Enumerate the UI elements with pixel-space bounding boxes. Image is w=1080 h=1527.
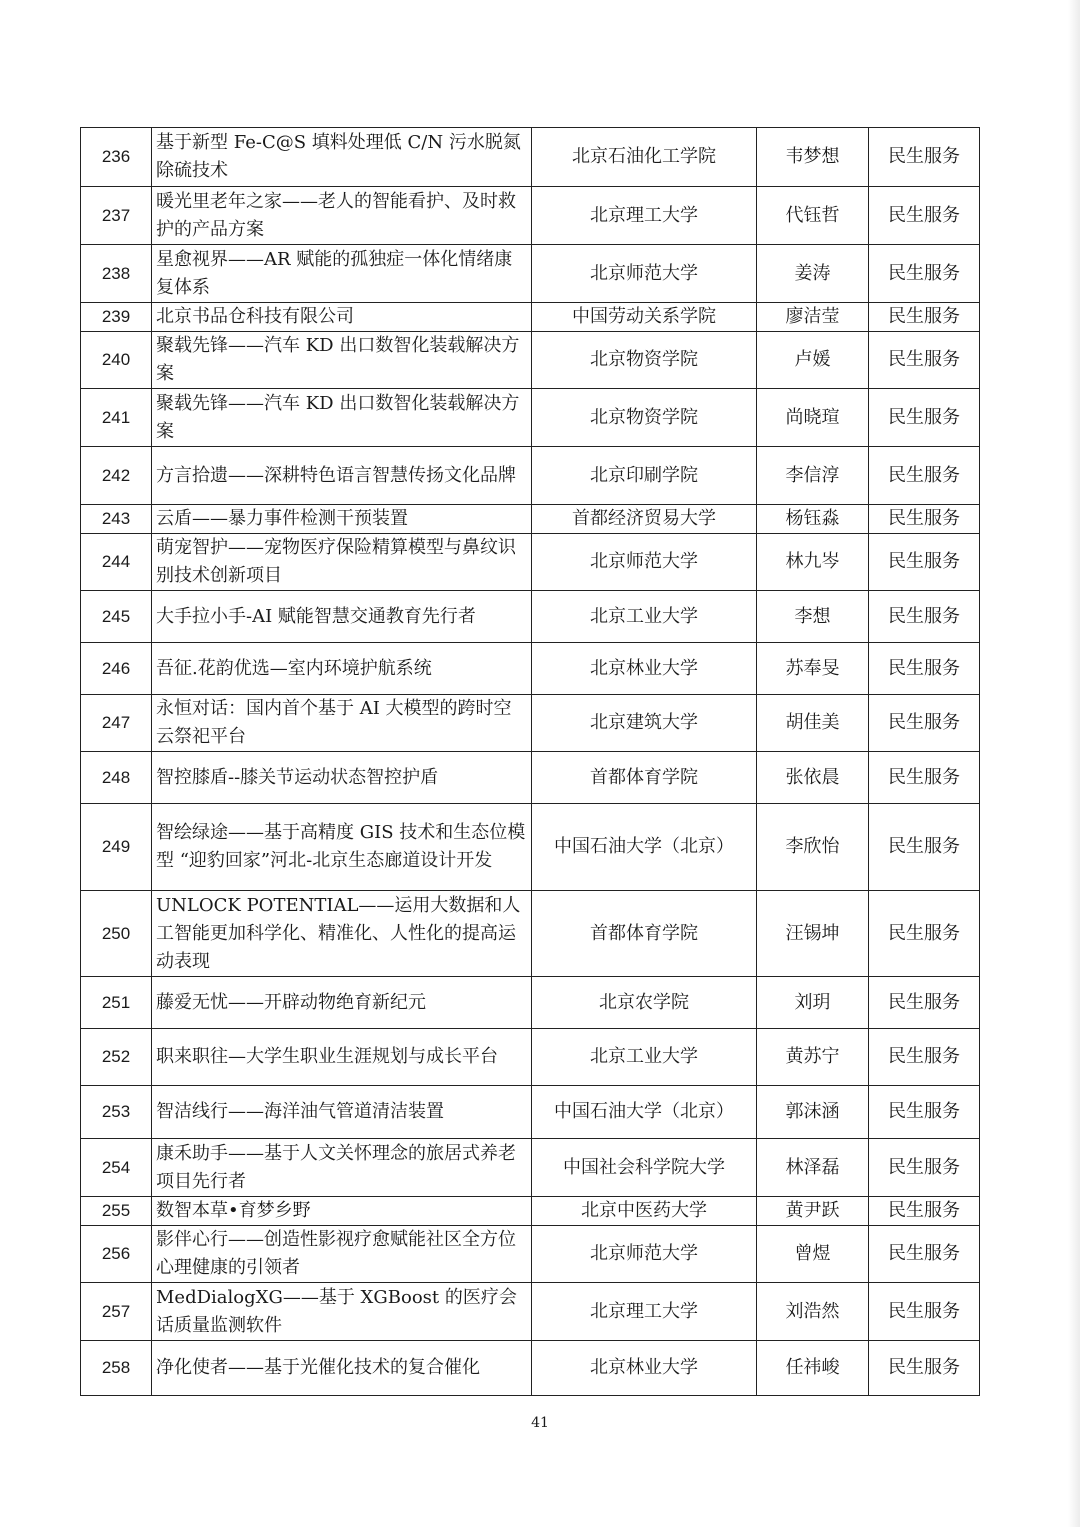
category: 民生服务 bbox=[869, 643, 980, 695]
category: 民生服务 bbox=[869, 1197, 980, 1226]
table-row bbox=[81, 332, 980, 389]
category: 民生服务 bbox=[869, 591, 980, 643]
project-name: 吾征.花韵优选—室内环境护航系统 bbox=[152, 643, 532, 695]
school-name: 北京工业大学 bbox=[532, 1029, 757, 1086]
row-number: 239 bbox=[81, 303, 152, 332]
school-name: 北京印刷学院 bbox=[532, 447, 757, 505]
row-number: 251 bbox=[81, 977, 152, 1029]
table-row bbox=[81, 128, 980, 187]
category: 民生服务 bbox=[869, 891, 980, 977]
school-name: 首都体育学院 bbox=[532, 891, 757, 977]
table-row bbox=[81, 245, 980, 303]
person-name: 杨钰淼 bbox=[757, 505, 869, 534]
category: 民生服务 bbox=[869, 1139, 980, 1197]
row-number: 241 bbox=[81, 389, 152, 447]
school-name: 北京理工大学 bbox=[532, 187, 757, 245]
category: 民生服务 bbox=[869, 695, 980, 752]
school-name: 北京石油化工学院 bbox=[532, 128, 757, 187]
row-number: 242 bbox=[81, 447, 152, 505]
row-number: 249 bbox=[81, 804, 152, 891]
table-row bbox=[81, 1226, 980, 1283]
category: 民生服务 bbox=[869, 752, 980, 804]
person-name: 黄尹跃 bbox=[757, 1197, 869, 1226]
table-row bbox=[81, 389, 980, 447]
project-name: 北京书品仓科技有限公司 bbox=[152, 303, 532, 332]
school-name: 北京师范大学 bbox=[532, 245, 757, 303]
project-name: 康禾助手——基于人文关怀理念的旅居式养老项目先行者 bbox=[152, 1139, 532, 1197]
school-name: 北京师范大学 bbox=[532, 1226, 757, 1283]
project-name: 智洁线行——海洋油气管道清洁装置 bbox=[152, 1086, 532, 1139]
person-name: 任祎峻 bbox=[757, 1341, 869, 1396]
person-name: 郭沫涵 bbox=[757, 1086, 869, 1139]
school-name: 首都经济贸易大学 bbox=[532, 505, 757, 534]
table-row bbox=[81, 1283, 980, 1341]
row-number: 238 bbox=[81, 245, 152, 303]
row-number: 248 bbox=[81, 752, 152, 804]
person-name: 刘玥 bbox=[757, 977, 869, 1029]
row-number: 236 bbox=[81, 128, 152, 187]
school-name: 中国石油大学（北京） bbox=[532, 1086, 757, 1139]
person-name: 代钰哲 bbox=[757, 187, 869, 245]
school-name: 北京林业大学 bbox=[532, 1341, 757, 1396]
school-name: 北京工业大学 bbox=[532, 591, 757, 643]
project-name: 聚载先锋——汽车 KD 出口数智化装载解决方案 bbox=[152, 389, 532, 447]
person-name: 韦梦想 bbox=[757, 128, 869, 187]
project-name: 基于新型 Fe-C@S 填料处理低 C/N 污水脱氮除硫技术 bbox=[152, 128, 532, 187]
person-name: 卢媛 bbox=[757, 332, 869, 389]
person-name: 林九岑 bbox=[757, 534, 869, 591]
row-number: 240 bbox=[81, 332, 152, 389]
project-name: 星愈视界——AR 赋能的孤独症一体化情绪康复体系 bbox=[152, 245, 532, 303]
project-name: 聚载先锋——汽车 KD 出口数智化装载解决方案 bbox=[152, 332, 532, 389]
category: 民生服务 bbox=[869, 1283, 980, 1341]
person-name: 李信淳 bbox=[757, 447, 869, 505]
project-name: 萌宠智护——宠物医疗保险精算模型与鼻纹识别技术创新项目 bbox=[152, 534, 532, 591]
school-name: 北京理工大学 bbox=[532, 1283, 757, 1341]
person-name: 黄苏宁 bbox=[757, 1029, 869, 1086]
table-row bbox=[81, 187, 980, 245]
row-number: 246 bbox=[81, 643, 152, 695]
category: 民生服务 bbox=[869, 1341, 980, 1396]
project-name: 暖光里老年之家——老人的智能看护、及时救护的产品方案 bbox=[152, 187, 532, 245]
school-name: 中国劳动关系学院 bbox=[532, 303, 757, 332]
category: 民生服务 bbox=[869, 389, 980, 447]
table-row bbox=[81, 977, 980, 1029]
table-row bbox=[81, 752, 980, 804]
row-number: 245 bbox=[81, 591, 152, 643]
row-number: 253 bbox=[81, 1086, 152, 1139]
row-number: 247 bbox=[81, 695, 152, 752]
row-number: 256 bbox=[81, 1226, 152, 1283]
table-row bbox=[81, 891, 980, 977]
project-name: MedDialogXG——基于 XGBoost 的医疗会话质量监测软件 bbox=[152, 1283, 532, 1341]
category: 民生服务 bbox=[869, 128, 980, 187]
person-name: 刘浩然 bbox=[757, 1283, 869, 1341]
person-name: 尚晓瑄 bbox=[757, 389, 869, 447]
page-edge-shadow bbox=[1068, 0, 1080, 1527]
category: 民生服务 bbox=[869, 1086, 980, 1139]
person-name: 曾煜 bbox=[757, 1226, 869, 1283]
school-name: 北京中医药大学 bbox=[532, 1197, 757, 1226]
page-number: 41 bbox=[531, 1415, 549, 1431]
school-name: 北京林业大学 bbox=[532, 643, 757, 695]
table-row bbox=[81, 303, 980, 332]
project-name: UNLOCK POTENTIAL——运用大数据和人工智能更加科学化、精准化、人性化的提高运动表现 bbox=[152, 891, 532, 977]
table-row bbox=[81, 695, 980, 752]
table-row bbox=[81, 1086, 980, 1139]
row-number: 258 bbox=[81, 1341, 152, 1396]
project-name: 影伴心行——创造性影视疗愈赋能社区全方位心理健康的引领者 bbox=[152, 1226, 532, 1283]
row-number: 244 bbox=[81, 534, 152, 591]
table-row bbox=[81, 447, 980, 505]
row-number: 255 bbox=[81, 1197, 152, 1226]
category: 民生服务 bbox=[869, 245, 980, 303]
category: 民生服务 bbox=[869, 1226, 980, 1283]
project-name: 智绘绿途——基于高精度 GIS 技术和生态位模型 “迎豹回家”河北-北京生态廊道设计开发 bbox=[152, 804, 532, 891]
school-name: 北京农学院 bbox=[532, 977, 757, 1029]
category: 民生服务 bbox=[869, 187, 980, 245]
person-name: 汪锡坤 bbox=[757, 891, 869, 977]
table-row bbox=[81, 534, 980, 591]
person-name: 胡佳美 bbox=[757, 695, 869, 752]
school-name: 首都体育学院 bbox=[532, 752, 757, 804]
table-row bbox=[81, 591, 980, 643]
project-name: 方言拾遗——深耕特色语言智慧传扬文化品牌 bbox=[152, 447, 532, 505]
table-row bbox=[81, 1197, 980, 1226]
project-name: 云盾——暴力事件检测干预装置 bbox=[152, 505, 532, 534]
table-row bbox=[81, 505, 980, 534]
school-name: 中国社会科学院大学 bbox=[532, 1139, 757, 1197]
table-row bbox=[81, 1029, 980, 1086]
person-name: 张依晨 bbox=[757, 752, 869, 804]
project-name: 永恒对话：国内首个基于 AI 大模型的跨时空云祭祀平台 bbox=[152, 695, 532, 752]
project-name: 职来职往—大学生职业生涯规划与成长平台 bbox=[152, 1029, 532, 1086]
school-name: 北京建筑大学 bbox=[532, 695, 757, 752]
table-row bbox=[81, 1139, 980, 1197]
category: 民生服务 bbox=[869, 1029, 980, 1086]
project-name: 净化使者——基于光催化技术的复合催化 bbox=[152, 1341, 532, 1396]
project-name: 藤爱无忧——开辟动物绝育新纪元 bbox=[152, 977, 532, 1029]
table-row bbox=[81, 804, 980, 891]
category: 民生服务 bbox=[869, 332, 980, 389]
category: 民生服务 bbox=[869, 977, 980, 1029]
project-name: 大手拉小手-AI 赋能智慧交通教育先行者 bbox=[152, 591, 532, 643]
row-number: 252 bbox=[81, 1029, 152, 1086]
project-name: 数智本草•育梦乡野 bbox=[152, 1197, 532, 1226]
row-number: 254 bbox=[81, 1139, 152, 1197]
table-body bbox=[81, 128, 980, 1396]
category: 民生服务 bbox=[869, 804, 980, 891]
row-number: 243 bbox=[81, 505, 152, 534]
person-name: 廖洁莹 bbox=[757, 303, 869, 332]
award-list-table bbox=[80, 127, 980, 1396]
person-name: 李想 bbox=[757, 591, 869, 643]
category: 民生服务 bbox=[869, 534, 980, 591]
school-name: 北京师范大学 bbox=[532, 534, 757, 591]
category: 民生服务 bbox=[869, 303, 980, 332]
table-row bbox=[81, 1341, 980, 1396]
school-name: 北京物资学院 bbox=[532, 332, 757, 389]
person-name: 姜涛 bbox=[757, 245, 869, 303]
row-number: 257 bbox=[81, 1283, 152, 1341]
person-name: 李欣怡 bbox=[757, 804, 869, 891]
category: 民生服务 bbox=[869, 505, 980, 534]
row-number: 250 bbox=[81, 891, 152, 977]
school-name: 中国石油大学（北京） bbox=[532, 804, 757, 891]
category: 民生服务 bbox=[869, 447, 980, 505]
project-name: 智控膝盾--膝关节运动状态智控护盾 bbox=[152, 752, 532, 804]
person-name: 林泽磊 bbox=[757, 1139, 869, 1197]
table-row bbox=[81, 643, 980, 695]
person-name: 苏奉旻 bbox=[757, 643, 869, 695]
school-name: 北京物资学院 bbox=[532, 389, 757, 447]
row-number: 237 bbox=[81, 187, 152, 245]
